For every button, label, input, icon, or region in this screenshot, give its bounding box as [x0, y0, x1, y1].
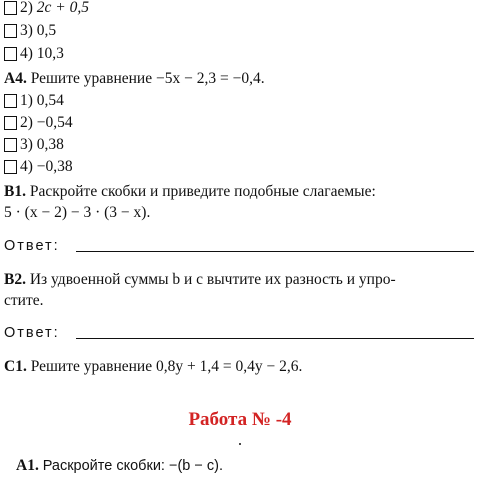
question-label: A1. — [16, 457, 39, 474]
question-label: B2. — [4, 271, 26, 288]
answer-label: Ответ: — [4, 325, 60, 341]
option-text: −0,38 — [36, 158, 73, 175]
checkbox[interactable] — [4, 47, 17, 61]
question-text-continued: стите. — [4, 292, 44, 309]
checkbox[interactable] — [4, 1, 17, 15]
checkbox[interactable] — [4, 116, 17, 130]
checkbox[interactable] — [4, 138, 17, 152]
checkbox[interactable] — [4, 94, 17, 108]
question-label: B1. — [4, 183, 26, 200]
option-text: 2c + 0,5 — [36, 0, 90, 16]
checkbox[interactable] — [4, 160, 17, 174]
option-row — [4, 157, 73, 177]
option-row — [4, 44, 64, 64]
question-text: Решите уравнение 0,8y + 1,4 = 0,4y − 2,6. — [30, 358, 303, 375]
option-text: 0,38 — [36, 136, 64, 153]
option-number: 2) — [20, 0, 33, 16]
question-label: C1. — [4, 358, 27, 375]
option-text: 0,54 — [36, 92, 64, 109]
option-number: 1) — [20, 92, 33, 109]
option-number: 3) — [20, 136, 33, 153]
question-expression: 5 · (x − 2) − 3 · (3 − x). — [4, 204, 151, 221]
option-row — [4, 91, 64, 111]
question-text: Раскройте скобки и приведите подобные слагаемые: — [29, 183, 376, 200]
answer-line[interactable] — [76, 338, 474, 339]
question-b1 — [4, 182, 376, 202]
question-b2 — [4, 270, 396, 290]
option-row — [4, 0, 89, 18]
answer-line[interactable] — [76, 251, 474, 252]
option-row — [4, 135, 64, 155]
option-number: 4) — [20, 158, 33, 175]
option-text: 10,3 — [36, 45, 64, 62]
stray-dot — [239, 443, 241, 445]
question-text: Раскройте скобки: −(b − c). — [42, 458, 223, 474]
option-row — [4, 113, 73, 133]
option-number: 4) — [20, 45, 33, 62]
checkbox[interactable] — [4, 24, 17, 38]
option-text: 0,5 — [36, 22, 57, 39]
option-text: −0,54 — [36, 114, 73, 131]
question-text: Решите уравнение −5x − 2,3 = −0,4. — [30, 70, 265, 87]
work-title: Работа № -4 — [188, 409, 292, 430]
question-label: A4. — [4, 70, 27, 87]
question-a4 — [4, 69, 265, 89]
question-text: Из удвоенной суммы b и c вычтите их разность и упро- — [29, 271, 396, 288]
answer-label: Ответ: — [4, 238, 60, 254]
option-row — [4, 21, 56, 41]
question-c1 — [4, 357, 302, 377]
option-number: 2) — [20, 114, 33, 131]
option-number: 3) — [20, 22, 33, 39]
question-a1 — [16, 456, 223, 476]
